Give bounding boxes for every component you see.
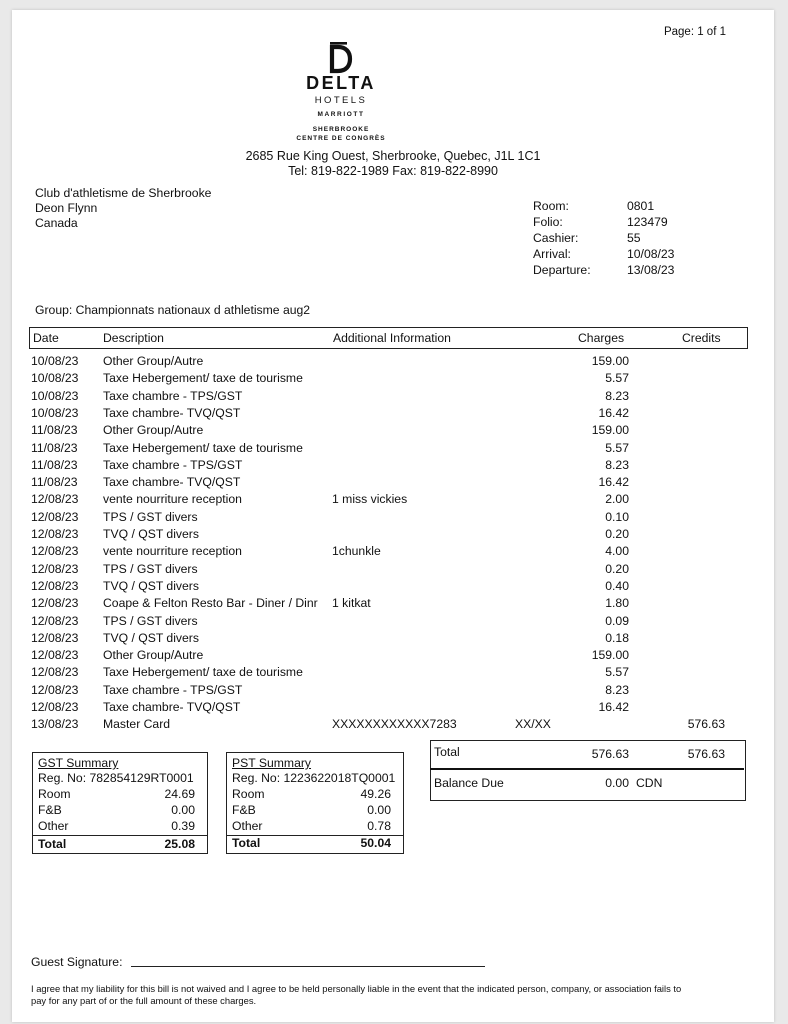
transaction-row (12, 683, 774, 700)
transaction-description: TVQ / QST divers (103, 578, 199, 593)
transaction-date: 11/08/23 (31, 423, 78, 438)
transaction-extra: XX/XX (515, 717, 551, 732)
liability-disclaimer: I agree that my liability for this bill is not waived and I agree to be held personally liable in the event that the indicated person, company, or association fails to pay for any part of or the full amount of these charges. (31, 983, 682, 1006)
gst-summary (32, 752, 208, 854)
transaction-charges: 16.42 (598, 700, 629, 714)
arrival-value: 10/08/23 (627, 247, 675, 261)
cashier-value: 55 (627, 231, 641, 245)
pst-total-value: 50.04 (360, 836, 391, 850)
guest-block (35, 186, 211, 230)
guest-name: Deon Flynn (35, 200, 98, 215)
transaction-description: Taxe chambre- TVQ/QST (103, 700, 241, 714)
transaction-date: 12/08/23 (31, 665, 79, 680)
total-label: Total (434, 745, 460, 759)
transaction-date: 10/08/23 (31, 405, 79, 420)
balance-value: 0.00 (605, 776, 629, 790)
transaction-row (12, 579, 774, 596)
pst-title: PST Summary (232, 756, 312, 770)
transaction-row (12, 544, 774, 561)
folio-page (12, 10, 774, 1022)
transaction-date: 12/08/23 (31, 578, 79, 593)
transaction-date: 12/08/23 (31, 700, 79, 714)
transaction-description: Coape & Felton Resto Bar - Diner / Dinr (103, 596, 318, 611)
transaction-date: 12/08/23 (31, 682, 79, 697)
transaction-row (12, 717, 774, 734)
transaction-charges: 16.42 (598, 405, 629, 420)
totals-divider (430, 768, 744, 770)
transaction-charges: 2.00 (605, 492, 629, 507)
folio-value: 123479 (627, 215, 668, 229)
transaction-row (12, 441, 774, 458)
transaction-row (12, 510, 774, 527)
total-charges: 576.63 (591, 747, 629, 761)
pst-row-room (232, 787, 391, 802)
transaction-description: Other Group/Autre (103, 648, 204, 663)
transaction-credits: 576.63 (687, 717, 725, 732)
transaction-description: Master Card (103, 717, 171, 732)
transaction-description: Taxe chambre- TVQ/QST (103, 405, 241, 420)
hotel-address: 2685 Rue King Ouest, Sherbrooke, Quebec, J1L 1C1 (245, 149, 541, 163)
transaction-date: 10/08/23 (31, 371, 79, 386)
gst-total-value: 25.08 (164, 837, 195, 851)
transaction-charges: 0.40 (605, 578, 629, 593)
transaction-description: Taxe chambre - TPS/GST (103, 388, 243, 403)
transaction-description: TPS / GST divers (103, 561, 198, 576)
signature-label: Guest Signature: (31, 955, 123, 969)
transaction-description: Taxe Hebergement/ taxe de tourisme (103, 371, 303, 386)
column-description: Description (103, 331, 164, 345)
transaction-row (12, 475, 774, 492)
column-charges: Charges (578, 331, 625, 345)
delta-logo-icon (315, 40, 363, 74)
transaction-row (12, 423, 774, 440)
transaction-row (12, 614, 774, 631)
transaction-charges: 0.09 (605, 613, 629, 628)
transaction-additional: 1 miss vickies (332, 492, 408, 507)
gst-room-value: 24.69 (164, 787, 195, 801)
transaction-row (12, 665, 774, 682)
signature-line[interactable] (131, 966, 485, 967)
transaction-date: 12/08/23 (31, 509, 79, 524)
pst-row-total (227, 835, 403, 851)
hotel-location (283, 126, 399, 143)
transaction-charges: 0.18 (605, 630, 629, 645)
gst-row-room (38, 787, 195, 802)
column-additional: Additional Information (333, 331, 451, 345)
transaction-description: Taxe chambre- TVQ/QST (103, 475, 241, 490)
transaction-row (12, 700, 774, 717)
guest-company: Club d'athletisme de Sherbrooke (35, 186, 212, 200)
gst-row-total (33, 835, 207, 852)
transaction-date: 12/08/23 (31, 527, 79, 541)
pst-room-value: 49.26 (360, 787, 391, 801)
page-number: Page: 1 of 1 (663, 26, 726, 38)
balance-label: Balance Due (434, 776, 504, 790)
transaction-date: 12/08/23 (31, 596, 79, 611)
cashier-label: Cashier: (533, 231, 579, 245)
balance-currency: CDN (636, 776, 663, 790)
transaction-row (12, 389, 774, 406)
transaction-additional: 1chunkle (332, 544, 381, 559)
transaction-description: Taxe Hebergement/ taxe de tourisme (103, 665, 303, 680)
transaction-charges: 8.23 (605, 457, 629, 472)
arrival-label: Arrival: (533, 247, 571, 261)
pst-other-label: Other (232, 819, 263, 833)
transaction-row (12, 631, 774, 648)
transaction-charges: 5.57 (605, 371, 629, 386)
departure-label: Departure: (533, 263, 591, 277)
guest-country: Canada (35, 215, 78, 230)
pst-room-label: Room (232, 787, 265, 801)
transaction-description: TVQ / QST divers (103, 630, 199, 645)
transaction-charges: 0.20 (605, 561, 629, 576)
gst-other-value: 0.39 (171, 819, 195, 833)
transaction-row (12, 458, 774, 475)
transaction-description: Taxe Hebergement/ taxe de tourisme (103, 440, 303, 455)
hotel-address-block (12, 149, 774, 179)
pst-row-other (232, 819, 391, 834)
transaction-date: 12/08/23 (31, 561, 79, 576)
transaction-row (12, 406, 774, 423)
transaction-charges: 5.57 (605, 440, 629, 455)
transaction-row (12, 354, 774, 371)
transaction-additional: XXXXXXXXXXXX7283 (332, 717, 457, 732)
transaction-charges: 159.00 (591, 648, 629, 663)
gst-fb-value: 0.00 (171, 803, 195, 817)
transaction-date: 11/08/23 (31, 475, 78, 490)
gst-total-label: Total (38, 837, 67, 851)
pst-fb-label: F&B (232, 803, 256, 817)
transaction-row (12, 527, 774, 544)
total-credits: 576.63 (687, 747, 725, 761)
gst-fb-label: F&B (38, 803, 62, 817)
transaction-description: TPS / GST divers (103, 613, 198, 628)
departure-value: 13/08/23 (627, 263, 675, 277)
transaction-charges: 5.57 (605, 665, 629, 680)
gst-reg: Reg. No: 782854129RT0001 (38, 771, 194, 785)
transaction-date: 12/08/23 (31, 648, 79, 663)
transaction-charges: 8.23 (605, 682, 629, 697)
pst-other-value: 0.78 (367, 819, 391, 833)
group-name: Group: Championnats nationaux d athletisme aug2 (35, 303, 311, 317)
gst-room-label: Room (38, 787, 71, 801)
transaction-charges: 159.00 (591, 423, 629, 438)
transaction-date: 11/08/23 (31, 440, 78, 455)
column-credits: Credits (682, 331, 721, 345)
transaction-date: 10/08/23 (31, 388, 79, 403)
transaction-charges: 159.00 (591, 354, 629, 368)
transaction-date: 12/08/23 (31, 630, 79, 645)
transaction-row (12, 562, 774, 579)
transaction-description: Other Group/Autre (103, 423, 204, 438)
room-label: Room: (533, 199, 569, 213)
hotel-sub: HOTELS (314, 95, 368, 106)
pst-total-label: Total (232, 836, 261, 850)
transaction-date: 11/08/23 (31, 457, 78, 472)
hotel-location-line2: CENTRE DE CONGRÈS (296, 134, 386, 142)
transaction-additional: 1 kitkat (332, 596, 371, 611)
transaction-date: 12/08/23 (31, 544, 79, 559)
pst-fb-value: 0.00 (367, 803, 391, 817)
transaction-description: TVQ / QST divers (103, 527, 199, 541)
transaction-description: Other Group/Autre (103, 354, 204, 368)
gst-row-other (38, 819, 195, 834)
pst-reg: Reg. No: 1223622018TQ0001 (232, 771, 396, 785)
gst-other-label: Other (38, 819, 69, 833)
transaction-row (12, 648, 774, 665)
pst-row-fb (232, 803, 391, 818)
transaction-description: Taxe chambre - TPS/GST (103, 682, 243, 697)
transaction-description: vente nourriture reception (103, 544, 242, 559)
transaction-charges: 1.80 (605, 596, 629, 611)
hotel-parent: MARRIOTT (317, 111, 365, 118)
pst-summary (226, 752, 404, 854)
hotel-brand: DELTA (306, 73, 376, 93)
transaction-description: TPS / GST divers (103, 509, 198, 524)
hotel-location-line1: SHERBROOKE (312, 126, 370, 133)
folio-label: Folio: (533, 215, 563, 229)
transaction-description: Taxe chambre - TPS/GST (103, 457, 243, 472)
transaction-description: vente nourriture reception (103, 492, 242, 507)
column-date: Date (33, 331, 59, 345)
transaction-charges: 0.10 (605, 509, 629, 524)
room-value: 0801 (627, 199, 655, 213)
transaction-charges: 0.20 (605, 527, 629, 541)
transaction-row (12, 492, 774, 509)
transaction-row (12, 371, 774, 388)
transaction-date: 13/08/23 (31, 717, 79, 732)
stay-info (533, 198, 674, 278)
transaction-charges: 8.23 (605, 388, 629, 403)
transaction-date: 12/08/23 (31, 492, 79, 507)
transaction-charges: 16.42 (598, 475, 629, 490)
gst-title: GST Summary (38, 756, 119, 770)
transaction-row (12, 596, 774, 613)
transaction-date: 12/08/23 (31, 613, 79, 628)
transaction-charges: 4.00 (605, 544, 629, 559)
gst-row-fb (38, 803, 195, 818)
transaction-date: 10/08/23 (31, 354, 79, 368)
hotel-phone: Tel: 819-822-1989 Fax: 819-822-8990 (288, 164, 498, 178)
